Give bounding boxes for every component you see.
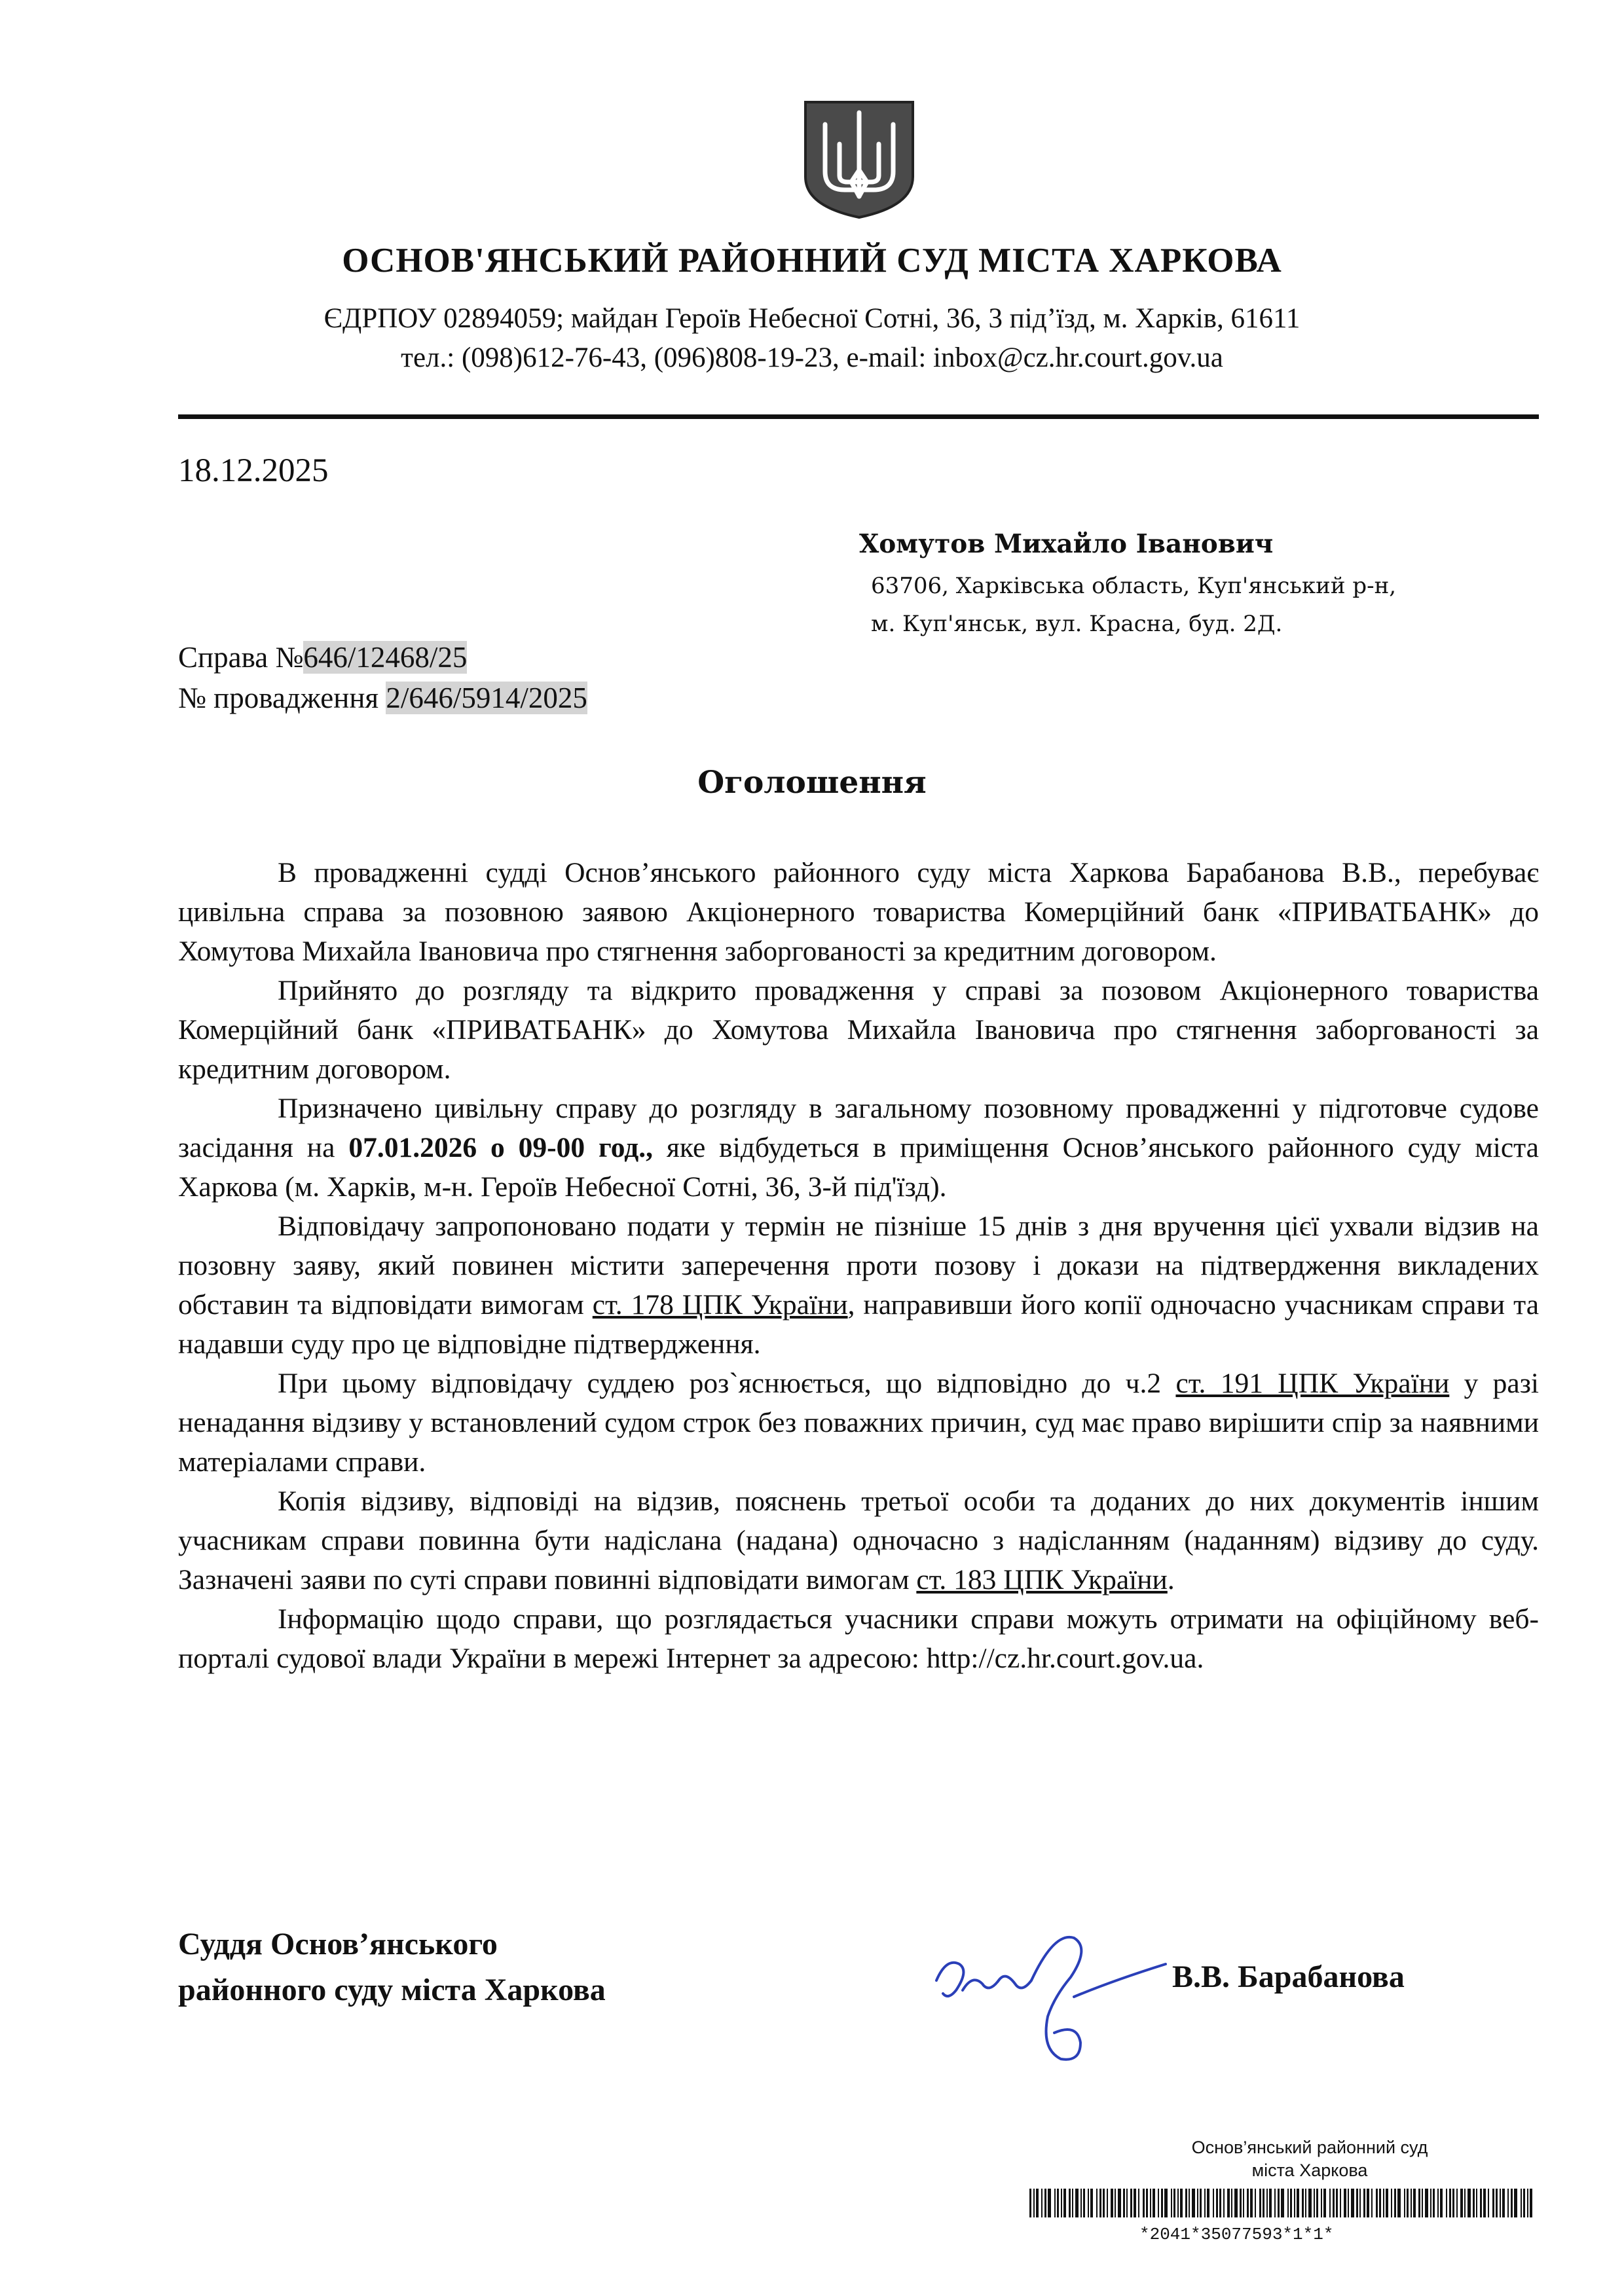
barcode-bar: [1523, 2189, 1525, 2217]
barcode-bar: [1096, 2189, 1098, 2217]
barcode-bar: [1255, 2189, 1256, 2217]
barcode-bar: [1418, 2189, 1420, 2217]
barcode-bar: [1185, 2189, 1187, 2217]
barcode-bar: [1126, 2189, 1128, 2217]
barcode-bar: [1213, 2189, 1214, 2217]
barcode-bar: [1274, 2189, 1276, 2217]
barcode-bar: [1118, 2189, 1121, 2217]
paragraph-6-text-end: .: [1167, 1564, 1175, 1595]
barcode-bar: [1063, 2189, 1066, 2217]
barcode-bar: [1200, 2189, 1202, 2217]
barcode-bar: [1449, 2189, 1451, 2217]
document-title: Оголошення: [697, 765, 927, 801]
announcement-body: [178, 853, 1539, 1678]
proceeding-label: № провадження: [178, 682, 386, 714]
paragraph-1: В провадженні судді Основ’янського районного суду міста Харкова Барабанова В.В., перебуває цивільна справа за позовною заявою Акціонерного товариства Комерційний банк «ПРИВАТБАНК» до Хомутова Михайла Івановича про стягнення заборгованості за кредитним договором.: [178, 857, 1539, 967]
barcode-bar: [1356, 2189, 1358, 2217]
barcode-bar: [1177, 2189, 1179, 2217]
barcode-bar: [1197, 2189, 1198, 2217]
barcode-bar: [1316, 2189, 1318, 2217]
barcode-bar: [1173, 2189, 1175, 2217]
barcode-bar: [1069, 2189, 1071, 2217]
barcode-bar: [1041, 2189, 1043, 2217]
barcode-bar: [1192, 2189, 1195, 2217]
paragraph-2: Прийнято до розгляду та відкрито провадження у справі за позовом Акціонерного товариства Комерційний банк «ПРИВАТБАНК» до Хомутова Михайла Івановича про стягнення заборгованості за кредитним договором.: [178, 975, 1539, 1085]
case-number: 646/12468/25: [303, 641, 468, 674]
barcode-bar: [1075, 2189, 1079, 2217]
barcode-bar: [1333, 2189, 1335, 2217]
document-date: 18.12.2025: [178, 452, 329, 489]
barcode-bar: [1340, 2189, 1341, 2217]
paragraph-7: Інформацію щодо справи, що розглядається учасники справи можуть отримати на офіційному веб-порталі судової влади України в мережі Інтернет за адресою: http://cz.hr.court.gov.ua.: [178, 1603, 1539, 1674]
barcode-bar: [1502, 2189, 1505, 2217]
paragraph-3-text-end: яке відбудеться в приміщення Основ’янського районного суду міста Харкова (м. Харків, м-н. Героїв Небесної Сотні, 36, 3-й під'їзд).: [178, 1132, 1539, 1203]
barcode-bar: [1344, 2189, 1346, 2217]
barcode-bar: [1425, 2189, 1428, 2217]
recipient-name: Хомутов Михайло Іванович: [859, 529, 1274, 559]
barcode-bar: [1216, 2189, 1218, 2217]
barcode-bar: [1107, 2189, 1108, 2217]
barcode-bar: [1033, 2189, 1035, 2217]
barcode-bar: [1397, 2189, 1401, 2217]
barcode-bar: [1048, 2189, 1051, 2217]
barcode-bar: [1433, 2189, 1435, 2217]
case-number-line: [178, 640, 467, 674]
barcode-bar: [1467, 2189, 1471, 2217]
barcode-bar: [1483, 2189, 1486, 2217]
paragraph-5: [178, 1364, 1539, 1482]
barcode-bar: [1500, 2189, 1501, 2217]
paragraph-4-text-end: , направивши його копії одночасно учасникам справи та надавши суду про це відповідне підтвердження.: [178, 1289, 1540, 1360]
barcode-bar: [1083, 2189, 1085, 2217]
court-contacts: тел.: (098)612-76-43, (096)808-19-23, e-mail: inbox@cz.hr.court.gov.ua: [401, 342, 1223, 373]
barcode-bar: [1460, 2189, 1463, 2217]
barcode-bar: [1111, 2189, 1113, 2217]
barcode-bar: [1473, 2189, 1475, 2217]
barcode-bar: [1422, 2189, 1423, 2217]
barcode-bar: [1231, 2189, 1232, 2217]
barcode-bar: [1413, 2189, 1416, 2217]
barcode-bar: [1530, 2189, 1532, 2217]
paragraph-3: [178, 1089, 1539, 1207]
barcode-bar: [1247, 2189, 1249, 2217]
barcode-bar: [1521, 2189, 1522, 2217]
barcode-bar: [1227, 2189, 1230, 2217]
barcode-bar: [1234, 2189, 1238, 2217]
law-link-art-183[interactable]: ст. 183 ЦПК України: [916, 1564, 1168, 1595]
barcode-bar: [1130, 2189, 1132, 2217]
signatory-name: В.В. Барабанова: [1172, 1959, 1405, 1994]
barcode-bar: [1367, 2189, 1369, 2217]
barcode-bar: [1281, 2189, 1284, 2217]
barcode-bar: [1507, 2189, 1509, 2217]
barcode-bar: [1446, 2189, 1447, 2217]
barcode-bar: [1329, 2189, 1331, 2217]
barcode-bar: [1440, 2189, 1443, 2217]
barcode-bar: [1321, 2189, 1322, 2217]
barcode-bar: [1278, 2189, 1280, 2217]
paragraph-3-text: Призначено цивільну справу до розгляду в загальному позовному провадженні у підготовче судове засідання на: [178, 1093, 1539, 1163]
barcode-bar: [1250, 2189, 1253, 2217]
registry-stamp-court: Основ’янський районний суд: [1191, 2138, 1428, 2157]
court-name: ОСНОВ'ЯНСЬКИЙ РАЙОННИЙ СУД МІСТА ХАРКОВА: [342, 242, 1282, 280]
barcode: [1029, 2189, 1539, 2217]
barcode-bar: [1394, 2189, 1396, 2217]
barcode-bar: [1143, 2189, 1145, 2217]
barcode-bar: [1029, 2189, 1031, 2217]
barcode-bar: [1150, 2189, 1151, 2217]
handwritten-signature: [917, 1918, 1179, 2082]
barcode-bar: [1158, 2189, 1159, 2217]
barcode-bar: [1287, 2189, 1289, 2217]
barcode-number: *2041*35077593*1*1*: [1139, 2225, 1334, 2244]
barcode-bar: [1294, 2189, 1295, 2217]
barcode-bar: [1153, 2189, 1155, 2217]
barcode-bar: [1134, 2189, 1136, 2217]
barcode-bar: [1527, 2189, 1528, 2217]
barcode-bar: [1363, 2189, 1365, 2217]
barcode-bar: [1219, 2189, 1221, 2217]
barcode-bar: [1180, 2189, 1183, 2217]
proceeding-number-line: [178, 681, 587, 715]
barcode-bar: [1103, 2189, 1105, 2217]
barcode-bar: [1263, 2189, 1264, 2217]
barcode-bar: [1496, 2189, 1498, 2217]
barcode-bar: [1161, 2189, 1163, 2217]
paragraph-5-text-end: у разі ненадання відзиву у встановлений судом строк без поважних причин, суд має право вирішити спір за наявними матеріалами справи.: [178, 1368, 1539, 1478]
barcode-bar: [1488, 2189, 1489, 2217]
barcode-bar: [1359, 2189, 1361, 2217]
barcode-bar: [1411, 2189, 1412, 2217]
recipient-address-line2: м. Куп'янськ, вул. Красна, буд. 2Д.: [871, 611, 1283, 637]
barcode-bar: [1088, 2189, 1089, 2217]
barcode-bar: [1266, 2189, 1268, 2217]
barcode-bar: [1308, 2189, 1312, 2217]
barcode-bar: [1351, 2189, 1354, 2217]
barcode-bar: [1456, 2189, 1458, 2217]
barcode-bar: [1297, 2189, 1299, 2217]
paragraph-5-text: При цьому відповідачу суддею роз`яснюється, що відповідно до ч.2: [278, 1368, 1176, 1399]
barcode-bar: [1511, 2189, 1513, 2217]
barcode-bar: [1072, 2189, 1073, 2217]
barcode-bar: [1036, 2189, 1039, 2217]
barcode-bar: [1348, 2189, 1349, 2217]
header-divider: [178, 414, 1539, 419]
barcode-bar: [1437, 2189, 1439, 2217]
barcode-bar: [1061, 2189, 1062, 2217]
barcode-bar: [1336, 2189, 1338, 2217]
paragraph-4-text: Відповідачу запропоновано подати у термін не пізніше 15 днів з дня вручення цієї ухвали відзив на позовну заяву, який повинен містити заперечення проти позову і докази на підтвердження викладених обставин та відповідати вимогам: [178, 1211, 1539, 1321]
barcode-bar: [1138, 2189, 1139, 2217]
hearing-datetime: 07.01.2026 о 09-00 год.,: [348, 1132, 653, 1163]
signatory-title: [178, 1922, 606, 2013]
barcode-bar: [1323, 2189, 1326, 2217]
barcode-bar: [1452, 2189, 1454, 2217]
barcode-bar: [1376, 2189, 1378, 2217]
case-label: Справа №: [178, 641, 304, 674]
barcode-bar: [1099, 2189, 1101, 2217]
barcode-bar: [1514, 2189, 1517, 2217]
barcode-bar: [1204, 2189, 1206, 2217]
barcode-bar: [1243, 2189, 1244, 2217]
signatory-title-line1: Суддя Основ’янського: [178, 1927, 498, 1961]
barcode-bar: [1207, 2189, 1209, 2217]
law-link-art-178[interactable]: ст. 178 ЦПК України: [592, 1289, 848, 1321]
barcode-bar: [1391, 2189, 1392, 2217]
barcode-bar: [1371, 2189, 1373, 2217]
barcode-bar: [1044, 2189, 1046, 2217]
recipient-address-line1: 63706, Харківська область, Куп'янський р-н,: [871, 573, 1397, 599]
barcode-bar: [1404, 2189, 1405, 2217]
barcode-bar: [1054, 2189, 1056, 2217]
barcode-bar: [1480, 2189, 1482, 2217]
law-link-art-191[interactable]: ст. 191 ЦПК України: [1175, 1368, 1450, 1399]
barcode-bar: [1080, 2189, 1082, 2217]
registry-stamp-city: міста Харкова: [1251, 2160, 1368, 2180]
barcode-bar: [1430, 2189, 1431, 2217]
paragraph-6-text: Копія відзиву, відповіді на відзив, пояснень третьої особи та доданих до них документів іншим учасникам справи повинна бути надіслана (надана) одночасно з надісланням (наданням) відзиву до суду. Зазначені заяви по суті справи повинні відповідати вимогам: [178, 1485, 1539, 1595]
barcode-bar: [1305, 2189, 1306, 2217]
barcode-bar: [1302, 2189, 1304, 2217]
barcode-bar: [1383, 2189, 1384, 2217]
barcode-bar: [1464, 2189, 1466, 2217]
barcode-bar: [1146, 2189, 1148, 2217]
barcode-bar: [1259, 2189, 1261, 2217]
barcode-bar: [1492, 2189, 1494, 2217]
barcode-bar: [1240, 2189, 1242, 2217]
barcode-bar: [1386, 2189, 1388, 2217]
barcode-bar: [1223, 2189, 1225, 2217]
barcode-bar: [1314, 2189, 1315, 2217]
barcode-bar: [1090, 2189, 1093, 2217]
signatory-title-line2: районного суду міста Харкова: [178, 1973, 606, 2007]
barcode-bar: [1379, 2189, 1381, 2217]
barcode-bar: [1057, 2189, 1059, 2217]
barcode-bar: [1476, 2189, 1477, 2217]
barcode-bar: [1407, 2189, 1409, 2217]
coat-of-arms-icon: [800, 98, 918, 220]
proceeding-number: 2/646/5914/2025: [386, 682, 587, 714]
barcode-bar: [1164, 2189, 1168, 2217]
barcode-bar: [1290, 2189, 1292, 2217]
barcode-bar: [1123, 2189, 1125, 2217]
barcode-bar: [1171, 2189, 1172, 2217]
barcode-bar: [1115, 2189, 1116, 2217]
barcode-bar: [1269, 2189, 1272, 2217]
court-address: ЄДРПОУ 02894059; майдан Героїв Небесної Сотні, 36, 3 під’їзд, м. Харків, 61611: [323, 303, 1301, 334]
barcode-bar: [1189, 2189, 1190, 2217]
paragraph-4: [178, 1207, 1539, 1364]
paragraph-6: [178, 1482, 1539, 1599]
